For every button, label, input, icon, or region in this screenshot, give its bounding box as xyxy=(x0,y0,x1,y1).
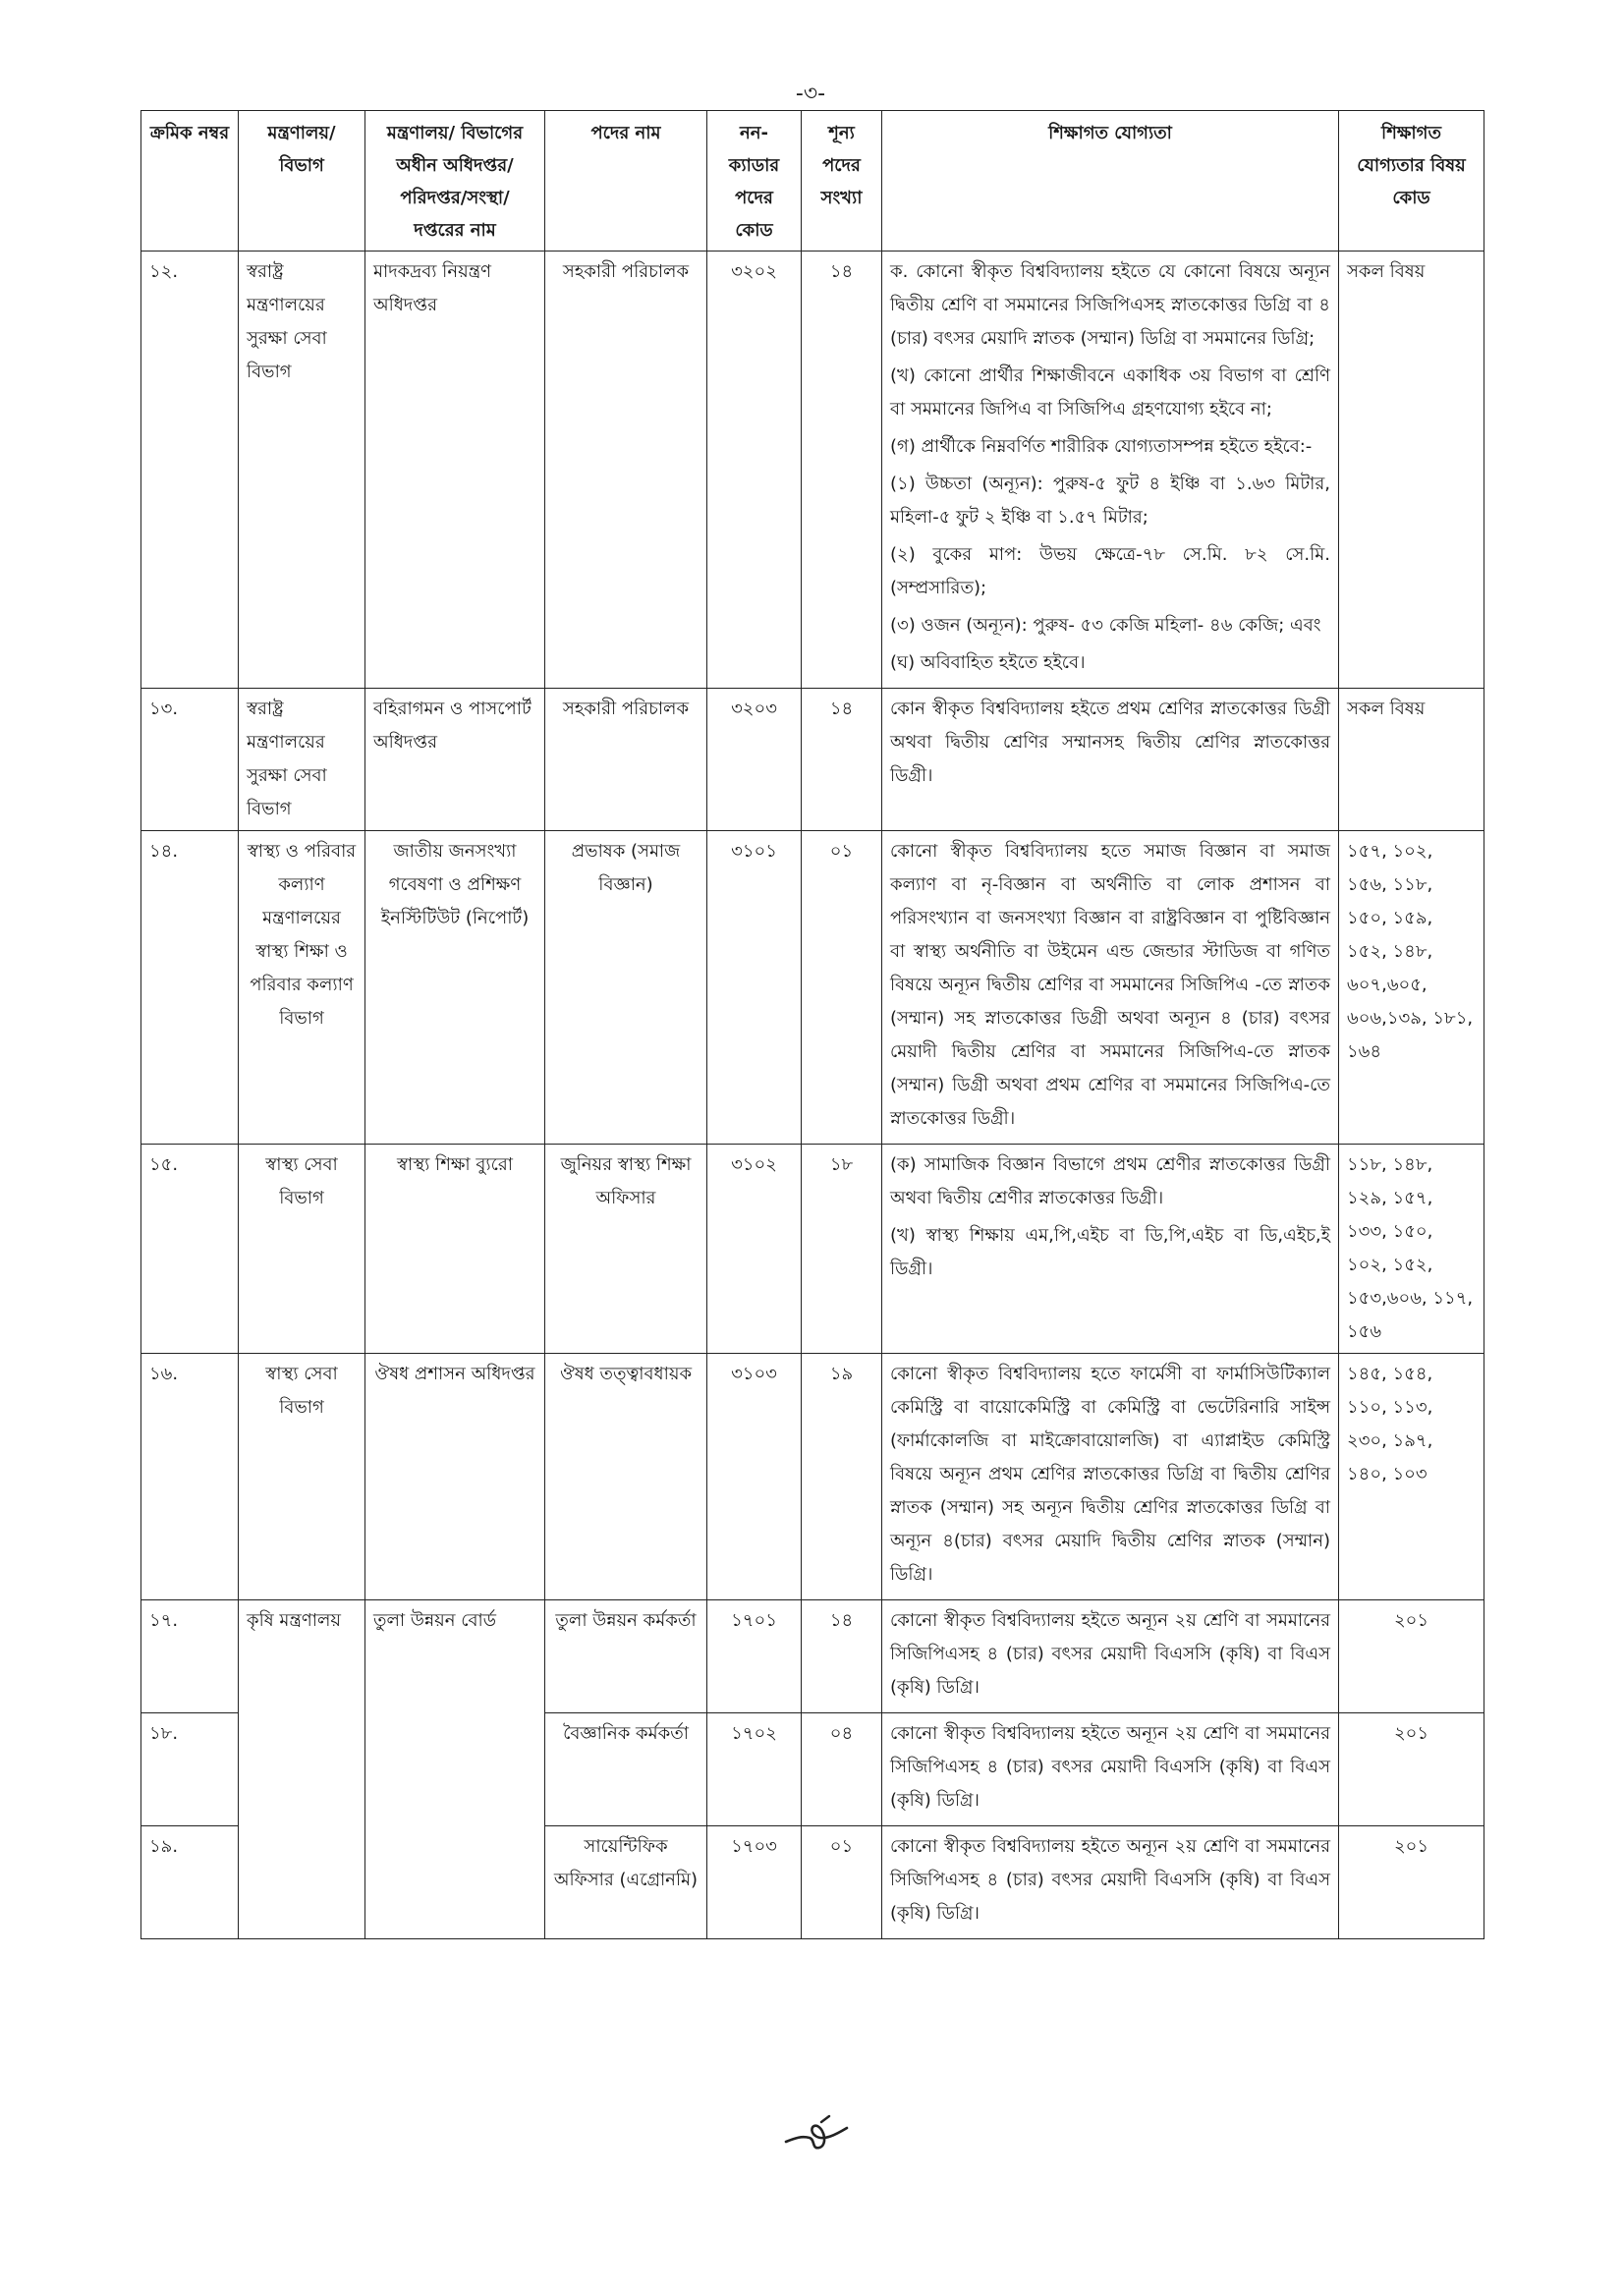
department-cell: মাদকদ্রব্য নিয়ন্ত্রণ অধিদপ্তর xyxy=(365,252,545,689)
serial-cell: ১৪. xyxy=(141,831,239,1145)
post-cell: সহকারী পরিচালক xyxy=(545,689,707,831)
qualification-paragraph: কোনো স্বীকৃত বিশ্ববিদ্যালয় হতে সমাজ বিজ্ঞান বা সমাজ কল্যাণ বা নৃ-বিজ্ঞান বা অর্থনীতি বা লোক প্রশাসন বা পরিসংখ্যান বা জনসংখ্যা বিজ্ঞান বা রাষ্ট্রবিজ্ঞান বা পুষ্টিবিজ্ঞান বা স্বাস্থ্য অর্থনীতি বা উইমেন এন্ড জেন্ডার স্টাডিজ বা গণিত বিষয়ে অন্যূন দ্বিতীয় শ্রেণির বা সমমানের সিজিপিএ -তে স্নাতক (সম্মান) সহ স্নাতকোত্তর ডিগ্রী অথবা অন্যূন ৪ (চার) বৎসর মেয়াদী দ্বিতীয় শ্রেণির বা সমমানের সিজিপিএ-তে স্নাতক (সম্মান) ডিগ্রী অথবা প্রথম শ্রেণির বা সমমানের সিজিপিএ-তে স্নাতকোত্তর ডিগ্রী। xyxy=(890,841,1330,1129)
vacancy-cell: ১৯ xyxy=(802,1354,882,1600)
code-cell: ৩১০১ xyxy=(707,831,802,1145)
header-ministry: মন্ত্রণালয়/ বিভাগ xyxy=(239,111,365,252)
header-post: পদের নাম xyxy=(545,111,707,252)
post-cell: জুনিয়র স্বাস্থ্য শিক্ষা অফিসার xyxy=(545,1145,707,1354)
department-cell: জাতীয় জনসংখ্যা গবেষণা ও প্রশিক্ষণ ইনস্টিটিউট (নিপোর্ট) xyxy=(365,831,545,1145)
qualification-cell xyxy=(882,1145,1339,1354)
subject-code-cell: ২০১ xyxy=(1339,1600,1484,1713)
ministry-cell: স্বরাষ্ট্র মন্ত্রণালয়ের সুরক্ষা সেবা বিভাগ xyxy=(239,689,365,831)
table-row xyxy=(141,1145,1484,1354)
qualification-paragraph: ক. কোনো স্বীকৃত বিশ্ববিদ্যালয় হইতে যে কোনো বিষয়ে অন্যূন দ্বিতীয় শ্রেণি বা সমমানের সিজিপিএসহ স্নাতকোত্তর ডিগ্রি বা ৪ (চার) বৎসর মেয়াদি স্নাতক (সম্মান) ডিগ্রি বা সমমানের ডিগ্রি; xyxy=(890,261,1330,349)
qualification-cell xyxy=(882,1600,1339,1713)
vacancy-cell: ১৪ xyxy=(802,689,882,831)
subject-code-cell: ১৪৫, ১৫৪, ১১০, ১১৩, ২৩০, ১৯৭, ১৪০, ১০৩ xyxy=(1339,1354,1484,1600)
subject-code-cell: ২০১ xyxy=(1339,1826,1484,1939)
header-vacancy: শূন্য পদের সংখ্যা xyxy=(802,111,882,252)
subject-code-cell: ১১৮, ১৪৮, ১২৯, ১৫৭, ১৩৩, ১৫০, ১০২, ১৫২, ১৫৩,৬০৬, ১১৭, ১৫৬ xyxy=(1339,1145,1484,1354)
code-cell: ৩২০৩ xyxy=(707,689,802,831)
header-department: মন্ত্রণালয়/ বিভাগের অধীন অধিদপ্তর/ পরিদপ্তর/সংস্থা/ দপ্তরের নাম xyxy=(365,111,545,252)
header-qualification: শিক্ষাগত যোগ্যতা xyxy=(882,111,1339,252)
table-row xyxy=(141,1354,1484,1600)
subject-code-cell: ২০১ xyxy=(1339,1713,1484,1826)
serial-cell: ১৬. xyxy=(141,1354,239,1600)
department-cell: স্বাস্থ্য শিক্ষা ব্যুরো xyxy=(365,1145,545,1354)
table-row xyxy=(141,252,1484,689)
table-row xyxy=(141,1600,1484,1713)
qualification-paragraph: (২) বুকের মাপ: উভয় ক্ষেত্রে-৭৮ সে.মি. ৮২ সে.মি. (সম্প্রসারিত); xyxy=(890,544,1330,598)
post-cell: সায়েন্টিফিক অফিসার (এগ্রোনমি) xyxy=(545,1826,707,1939)
ministry-cell: স্বরাষ্ট্র মন্ত্রণালয়ের সুরক্ষা সেবা বিভাগ xyxy=(239,252,365,689)
recruitment-table xyxy=(140,110,1484,1939)
header-code: নন-ক্যাডার পদের কোড xyxy=(707,111,802,252)
qualification-paragraph: (ঘ) অবিবাহিত হইতে হইবে। xyxy=(890,652,1086,673)
ministry-cell: স্বাস্থ্য সেবা বিভাগ xyxy=(239,1354,365,1600)
serial-cell: ১৩. xyxy=(141,689,239,831)
qualification-paragraph: (ক) সামাজিক বিজ্ঞান বিভাগে প্রথম শ্রেণীর স্নাতকোত্তর ডিগ্রী অথবা দ্বিতীয় শ্রেণীর স্নাতকোত্তর ডিগ্রী। xyxy=(890,1154,1330,1208)
post-cell: সহকারী পরিচালক xyxy=(545,252,707,689)
qualification-cell xyxy=(882,689,1339,831)
vacancy-cell: ০১ xyxy=(802,1826,882,1939)
serial-cell: ১৫. xyxy=(141,1145,239,1354)
vacancy-cell: ০১ xyxy=(802,831,882,1145)
subject-code-cell: সকল বিষয় xyxy=(1339,689,1484,831)
qualification-cell xyxy=(882,1354,1339,1600)
code-cell: ১৭০৩ xyxy=(707,1826,802,1939)
subject-code-cell: ১৫৭, ১০২, ১৫৬, ১১৮, ১৫০, ১৫৯, ১৫২, ১৪৮, ৬০৭,৬০৫, ৬০৬,১৩৯, ১৮১, ১৬৪ xyxy=(1339,831,1484,1145)
qualification-paragraph: কোনো স্বীকৃত বিশ্ববিদ্যালয় হতে ফার্মেসী বা ফার্মাসিউটিক্যাল কেমিস্ট্রি বা বায়োকেমিস্ট্রি বা কেমিস্ট্রি বা ভেটেরিনারি সাইন্স (ফার্মাকোলজি বা মাইক্রোবায়োলজি) বা এ্যাপ্লাইড কেমিস্ট্রি বিষয়ে অন্যূন প্রথম শ্রেণির স্নাতকোত্তর ডিগ্রি বা দ্বিতীয় শ্রেণির স্নাতক (সম্মান) সহ অন্যূন দ্বিতীয় শ্রেণির স্নাতকোত্তর ডিগ্রি বা অন্যূন ৪(চার) বৎসর মেয়াদি দ্বিতীয় শ্রেণির স্নাতক (সম্মান) ডিগ্রি। xyxy=(890,1364,1330,1585)
table-row xyxy=(141,689,1484,831)
table-row xyxy=(141,831,1484,1145)
vacancy-cell: ১৪ xyxy=(802,1600,882,1713)
vacancy-cell: ১৮ xyxy=(802,1145,882,1354)
post-cell: বৈজ্ঞানিক কর্মকর্তা xyxy=(545,1713,707,1826)
page-number: -৩- xyxy=(795,82,826,106)
ministry-cell: স্বাস্থ্য সেবা বিভাগ xyxy=(239,1145,365,1354)
qualification-paragraph: (১) উচ্চতা (অন্যূন): পুরুষ-৫ ফুট ৪ ইঞ্চি বা ১.৬৩ মিটার, মহিলা-৫ ফুট ২ ইঞ্চি বা ১.৫৭ মিটার; xyxy=(890,474,1330,528)
serial-cell: ১৯. xyxy=(141,1826,239,1939)
qualification-paragraph: (৩) ওজন (অন্যূন): পুরুষ- ৫৩ কেজি মহিলা- ৪৬ কেজি; এবং xyxy=(890,615,1321,636)
subject-code-cell: সকল বিষয় xyxy=(1339,252,1484,689)
post-cell: ঔষধ তত্ত্বাবধায়ক xyxy=(545,1354,707,1600)
code-cell: ১৭০২ xyxy=(707,1713,802,1826)
ministry-cell: কৃষি মন্ত্রণালয় xyxy=(239,1600,365,1939)
qualification-paragraph: (গ) প্রার্থীকে নিম্নবর্ণিত শারীরিক যোগ্যতাসম্পন্ন হইতে হইবে:- xyxy=(890,436,1313,457)
qualification-cell xyxy=(882,1713,1339,1826)
qualification-cell xyxy=(882,252,1339,689)
qualification-paragraph: কোন স্বীকৃত বিশ্ববিদ্যালয় হইতে প্রথম শ্রেণির স্নাতকোত্তর ডিগ্রী অথবা দ্বিতীয় শ্রেণির সম্মানসহ দ্বিতীয় শ্রেণির স্নাতকোত্তর ডিগ্রী। xyxy=(890,699,1330,786)
code-cell: ৩২০২ xyxy=(707,252,802,689)
department-cell: বহিরাগমন ও পাসপোর্ট অধিদপ্তর xyxy=(365,689,545,831)
qualification-paragraph: (খ) স্বাস্থ্য শিক্ষায় এম,পি,এইচ বা ডি,পি,এইচ বা ডি,এইচ,ই ডিগ্রী। xyxy=(890,1225,1330,1279)
post-cell: তুলা উন্নয়ন কর্মকর্তা xyxy=(545,1600,707,1713)
department-cell: ঔষধ প্রশাসন অধিদপ্তর xyxy=(365,1354,545,1600)
qualification-paragraph: (খ) কোনো প্রার্থীর শিক্ষাজীবনে একাধিক ৩য় বিভাগ বা শ্রেণি বা সমমানের জিপিএ বা সিজিপিএ গ্রহণযোগ্য হইবে না; xyxy=(890,365,1330,420)
qualification-paragraph: কোনো স্বীকৃত বিশ্ববিদ্যালয় হইতে অন্যূন ২য় শ্রেণি বা সমমানের সিজিপিএসহ ৪ (চার) বৎসর মেয়াদী বিএসসি (কৃষি) বা বিএস (কৃষি) ডিগ্রি। xyxy=(890,1836,1330,1924)
table-header-row xyxy=(141,111,1484,252)
qualification-paragraph: কোনো স্বীকৃত বিশ্ববিদ্যালয় হইতে অন্যূন ২য় শ্রেণি বা সমমানের সিজিপিএসহ ৪ (চার) বৎসর মেয়াদী বিএসসি (কৃষি) বা বিএস (কৃষি) ডিগ্রি। xyxy=(890,1723,1330,1811)
code-cell: ৩১০৩ xyxy=(707,1354,802,1600)
code-cell: ৩১০২ xyxy=(707,1145,802,1354)
header-subject-code: শিক্ষাগত যোগ্যতার বিষয় কোড xyxy=(1339,111,1484,252)
post-cell: প্রভাষক (সমাজ বিজ্ঞান) xyxy=(545,831,707,1145)
vacancy-cell: ০৪ xyxy=(802,1713,882,1826)
serial-cell: ১৭. xyxy=(141,1600,239,1713)
serial-cell: ১২. xyxy=(141,252,239,689)
header-serial: ক্রমিক নম্বর xyxy=(141,111,239,252)
vacancy-cell: ১৪ xyxy=(802,252,882,689)
department-cell: তুলা উন্নয়ন বোর্ড xyxy=(365,1600,545,1939)
qualification-cell xyxy=(882,831,1339,1145)
ministry-cell: স্বাস্থ্য ও পরিবার কল্যাণ মন্ত্রণালয়ের স্বাস্থ্য শিক্ষা ও পরিবার কল্যাণ বিভাগ xyxy=(239,831,365,1145)
serial-cell: ১৮. xyxy=(141,1713,239,1826)
qualification-cell xyxy=(882,1826,1339,1939)
qualification-paragraph: কোনো স্বীকৃত বিশ্ববিদ্যালয় হইতে অন্যূন ২য় শ্রেণি বা সমমানের সিজিপিএসহ ৪ (চার) বৎসর মেয়াদী বিএসসি (কৃষি) বা বিএস (কৃষি) ডিগ্রি। xyxy=(890,1610,1330,1698)
signature-mark xyxy=(782,2112,851,2155)
code-cell: ১৭০১ xyxy=(707,1600,802,1713)
